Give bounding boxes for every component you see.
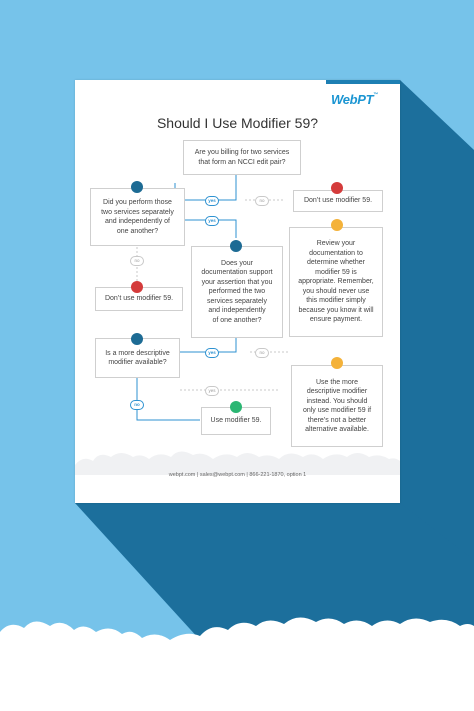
page-title: Should I Use Modifier 59?	[156, 115, 319, 131]
no-tag: no	[130, 256, 144, 266]
answer-dont-use-2: Don’t use modifier 59.	[95, 287, 183, 311]
go-dot	[230, 401, 242, 413]
question-dot	[131, 181, 143, 193]
stop-dot	[331, 182, 343, 194]
question-ncci-pair: Are you billing for two services that form an NCCI edit pair?	[183, 140, 301, 175]
yes-tag: yes	[205, 216, 219, 226]
question-documentation-support: Does your documentation support your assertion that you performed the two services separately and independently of one another?	[191, 246, 283, 338]
caution-dot	[331, 357, 343, 369]
stop-dot	[131, 281, 143, 293]
yes-tag: yes	[205, 196, 219, 206]
answer-use-modifier-59: Use modifier 59.	[201, 407, 271, 435]
no-tag: no	[255, 348, 269, 358]
no-tag: no	[255, 196, 269, 206]
answer-review-documentation: Review your documentation to determine whether modifier 59 is appropriate. Remember, you should never use this modifier simply because you know it will ensure payment.	[289, 227, 383, 337]
answer-dont-use-1: Don’t use modifier 59.	[293, 190, 383, 212]
webpt-logo: WebPT™	[330, 92, 378, 107]
question-descriptive-modifier: Is a more descriptive modifier available?	[95, 338, 180, 378]
cloud-decoration	[75, 445, 400, 475]
yes-tag: yes	[205, 386, 219, 396]
question-dot	[131, 333, 143, 345]
flowchart-sheet	[75, 80, 400, 503]
question-performed-separately: Did you perform those two services separately and independently of one another?	[90, 188, 185, 246]
question-dot	[230, 240, 242, 252]
bottom-clouds	[0, 612, 474, 711]
caution-dot	[331, 219, 343, 231]
answer-use-descriptive: Use the more descriptive modifier instead. You should only use modifier 59 if there’s not a better alternative available.	[291, 365, 383, 447]
contact-footer: webpt.com | sales@webpt.com | 866-221-1870, option 1	[168, 472, 307, 478]
no-tag: no	[130, 400, 144, 410]
yes-tag: yes	[205, 348, 219, 358]
